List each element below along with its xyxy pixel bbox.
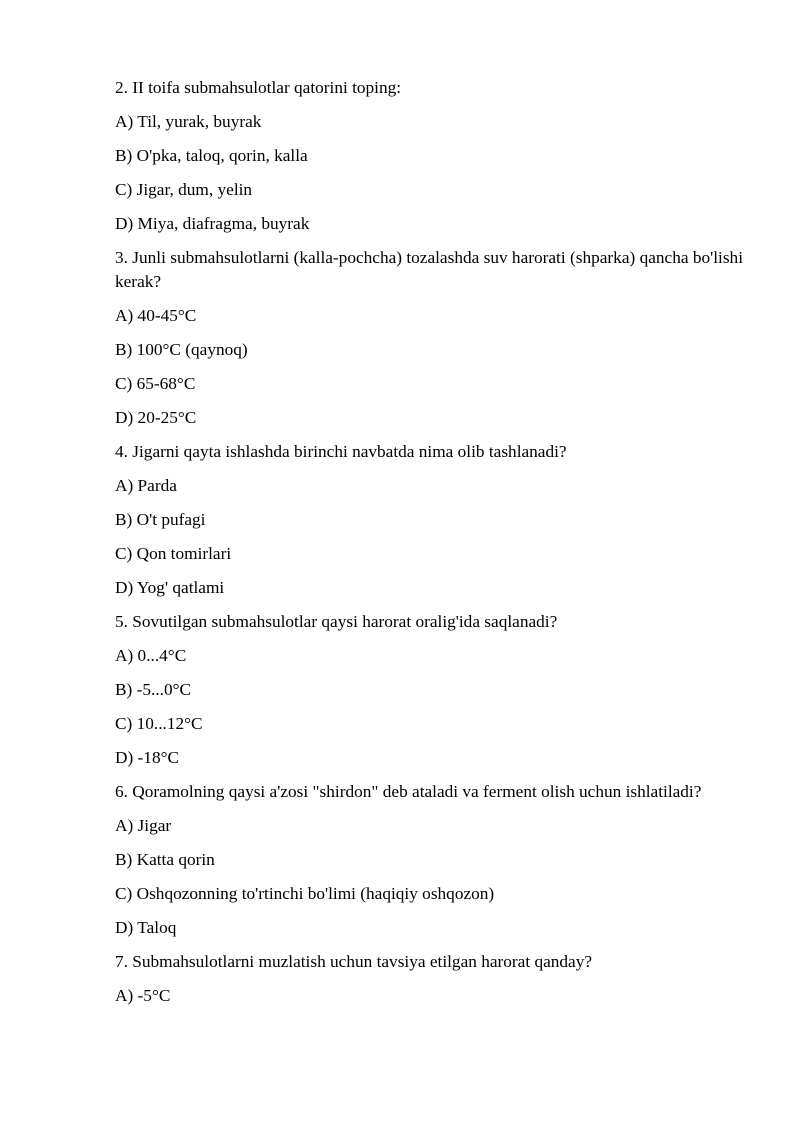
option-b: B) O'pka, taloq, qorin, kalla <box>115 146 308 165</box>
option-c: C) 65-68°C <box>115 374 196 393</box>
option-d: D) Taloq <box>115 918 177 937</box>
option-a: A) 40-45°C <box>115 306 197 325</box>
option-b: B) Katta qorin <box>115 850 215 869</box>
option-a: A) Til, yurak, buyrak <box>115 112 262 131</box>
question-7 <box>115 950 743 1008</box>
question-text: 7. Submahsulotlarni muzlatish uchun tavsiya etilgan harorat qanday? <box>115 952 593 971</box>
option-b: B) O't pufagi <box>115 510 206 529</box>
question-4 <box>115 440 743 600</box>
option-b: B) 100°C (qaynoq) <box>115 340 248 359</box>
question-2 <box>115 76 743 236</box>
question-text: 4. Jigarni qayta ishlashda birinchi navbatda nima olib tashlanadi? <box>115 442 567 461</box>
option-d: D) Miya, diafragma, buyrak <box>115 214 310 233</box>
option-d: D) -18°C <box>115 748 180 767</box>
option-b: B) -5...0°C <box>115 680 192 699</box>
question-text: 6. Qoramolning qaysi a'zosi "shirdon" deb ataladi va ferment olish uchun ishlatiladi? <box>115 782 702 801</box>
question-text: 3. Junli submahsulotlarni (kalla-pochcha) tozalashda suv harorati (shparka) qancha bo'lishi kerak? <box>115 248 743 291</box>
option-c: C) Jigar, dum, yelin <box>115 180 253 199</box>
question-5 <box>115 610 743 770</box>
question-6 <box>115 780 743 940</box>
question-3 <box>115 246 743 430</box>
option-a: A) Parda <box>115 476 177 495</box>
option-a: A) 0...4°C <box>115 646 187 665</box>
question-text: 2. II toifa submahsulotlar qatorini toping: <box>115 78 402 97</box>
option-a: A) Jigar <box>115 816 172 835</box>
option-c: C) Oshqozonning to'rtinchi bo'limi (haqiqiy oshqozon) <box>115 884 495 903</box>
question-text: 5. Sovutilgan submahsulotlar qaysi harorat oralig'ida saqlanadi? <box>115 612 558 631</box>
option-c: C) Qon tomirlari <box>115 544 232 563</box>
document-page <box>115 76 743 1018</box>
option-d: D) 20-25°C <box>115 408 197 427</box>
option-d: D) Yog' qatlami <box>115 578 225 597</box>
option-a: A) -5°C <box>115 986 171 1005</box>
option-c: C) 10...12°C <box>115 714 203 733</box>
